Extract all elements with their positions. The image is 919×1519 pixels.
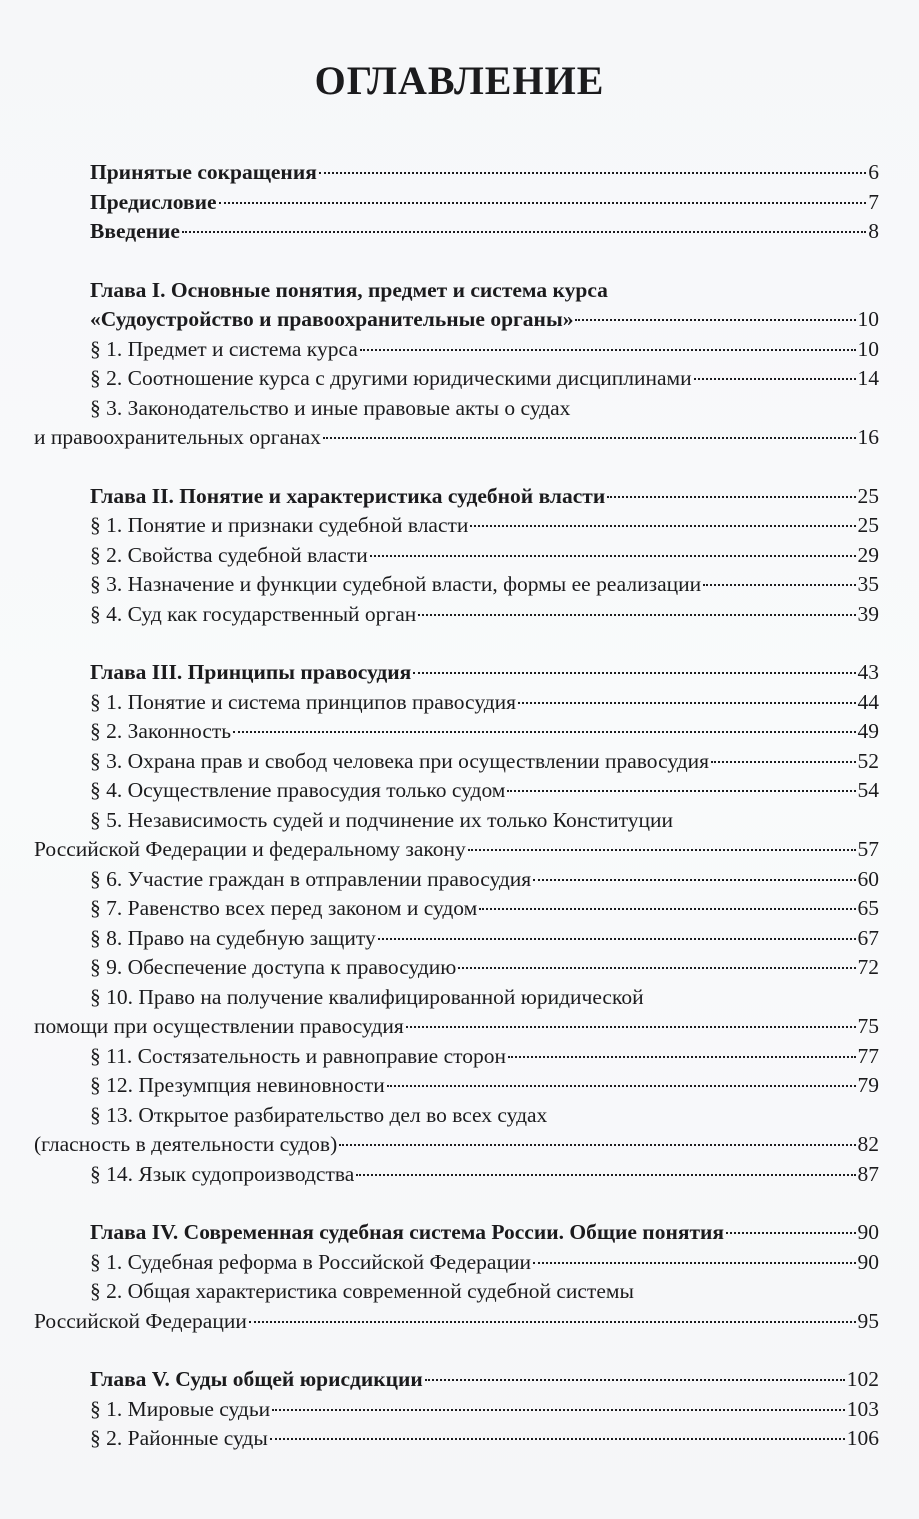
toc-entry-page: 25 bbox=[857, 483, 879, 508]
toc-section bbox=[34, 865, 879, 895]
toc-section bbox=[34, 423, 879, 453]
dot-leader bbox=[533, 1261, 856, 1264]
toc-entry-label: «Судоустройство и правоохранительные органы» bbox=[90, 307, 574, 331]
dot-leader bbox=[425, 1378, 845, 1381]
toc-section bbox=[34, 688, 879, 718]
page-title: ОГЛАВЛЕНИЕ bbox=[314, 58, 605, 103]
toc-section bbox=[34, 541, 879, 571]
toc-section bbox=[34, 1071, 879, 1101]
toc-section bbox=[34, 1012, 879, 1042]
toc-chapter-5 bbox=[34, 1365, 879, 1395]
dot-leader bbox=[319, 171, 866, 174]
dot-leader bbox=[418, 613, 855, 616]
toc-entry-page: 106 bbox=[846, 1426, 879, 1450]
toc-entry-page: 6 bbox=[868, 160, 879, 184]
dot-leader bbox=[711, 760, 855, 763]
toc-entry-page: 87 bbox=[857, 1161, 879, 1186]
toc-section bbox=[34, 335, 879, 365]
toc-entry-page: 49 bbox=[857, 719, 879, 743]
toc-entry-abbreviations bbox=[34, 158, 879, 188]
dot-leader bbox=[406, 1025, 856, 1028]
toc-entry-label: (гласность в деятельности судов) bbox=[34, 1132, 338, 1156]
toc-section-line1: § 10. Право на получение квалифицированной юридической bbox=[90, 984, 644, 1009]
toc-entry-page: 25 bbox=[857, 513, 879, 537]
toc-entry-label: Российской Федерации bbox=[34, 1308, 247, 1333]
toc-entry-label: § 3. Охрана прав и свобод человека при осуществлении правосудия bbox=[90, 748, 710, 773]
dot-leader bbox=[272, 1408, 845, 1411]
toc-entry-label: § 8. Право на судебную защиту bbox=[90, 925, 376, 950]
dot-leader bbox=[370, 554, 856, 557]
toc-entry-label: Глава IV. Современная судебная система России. Общие понятия bbox=[90, 1220, 725, 1244]
toc-entry-page: 77 bbox=[857, 1043, 879, 1068]
toc-section bbox=[34, 570, 879, 600]
toc-entry-page: 57 bbox=[857, 837, 879, 861]
toc-section bbox=[34, 364, 879, 394]
toc-entry-page: 90 bbox=[857, 1249, 879, 1274]
toc-entry-preface bbox=[34, 188, 879, 218]
toc-entry-label: § 6. Участие граждан в отправлении правосудия bbox=[90, 866, 532, 891]
toc-section bbox=[34, 924, 879, 954]
toc-entry-page: 35 bbox=[857, 572, 879, 596]
dot-leader bbox=[387, 1084, 856, 1087]
toc-entry-page: 75 bbox=[857, 1014, 879, 1038]
toc-entry-label: § 1. Судебная реформа в Российской Федерации bbox=[90, 1249, 531, 1274]
toc-entry-label: Российской Федерации и федеральному закону bbox=[34, 837, 466, 861]
toc-entry-label: § 1. Предмет и система курса bbox=[90, 336, 358, 361]
toc-entry-page: 95 bbox=[857, 1308, 879, 1333]
toc-entry-label: § 2. Свойства судебной власти bbox=[90, 542, 368, 567]
toc-section bbox=[34, 835, 879, 865]
toc-entry-page: 79 bbox=[857, 1073, 879, 1097]
dot-leader bbox=[356, 1173, 855, 1176]
toc-entry-label: Глава III. Принципы правосудия bbox=[90, 660, 412, 684]
toc-section bbox=[34, 1248, 879, 1278]
dot-leader bbox=[507, 789, 855, 792]
dot-leader bbox=[270, 1437, 845, 1440]
toc-section bbox=[34, 511, 879, 541]
toc-chapter-3 bbox=[34, 658, 879, 688]
toc-entry-page: 65 bbox=[857, 896, 879, 920]
toc-chapter-4 bbox=[34, 1218, 879, 1248]
toc-entry-page: 72 bbox=[857, 955, 879, 979]
toc-entry-page: 10 bbox=[857, 307, 879, 331]
toc-entry-label: § 2. Соотношение курса с другими юридическими дисциплинами bbox=[90, 366, 692, 390]
toc-entry-introduction bbox=[34, 217, 879, 247]
toc-entry-label: § 11. Состязательность и равноправие сторон bbox=[90, 1043, 506, 1068]
toc-entry-label: Глава V. Суды общей юрисдикции bbox=[90, 1367, 423, 1391]
dot-leader bbox=[233, 730, 855, 733]
toc-entry-label: помощи при осуществлении правосудия bbox=[34, 1014, 404, 1038]
toc-entry-label: § 4. Осуществление правосудия только судом bbox=[90, 778, 506, 802]
dot-leader bbox=[518, 701, 855, 704]
toc-section bbox=[34, 1307, 879, 1337]
dot-leader bbox=[607, 495, 855, 498]
toc-entry-label: § 2. Районные суды bbox=[90, 1426, 268, 1450]
dot-leader bbox=[323, 436, 856, 439]
dot-leader bbox=[694, 377, 856, 380]
toc-entry-label: § 1. Понятие и система принципов правосудия bbox=[90, 689, 517, 714]
toc-section bbox=[34, 1042, 879, 1072]
dot-leader bbox=[360, 348, 856, 351]
dot-leader bbox=[339, 1143, 855, 1146]
toc-entry-page: 14 bbox=[857, 366, 879, 390]
toc-section-line1: § 13. Открытое разбирательство дел во всех судах bbox=[90, 1102, 548, 1127]
toc-entry-page: 29 bbox=[857, 542, 879, 567]
dot-leader bbox=[182, 230, 866, 233]
dot-leader bbox=[508, 1055, 856, 1058]
toc-entry-label: § 4. Суд как государственный орган bbox=[90, 601, 417, 626]
dot-leader bbox=[378, 937, 856, 940]
toc-chapter-2 bbox=[34, 482, 879, 512]
dot-leader bbox=[726, 1231, 855, 1234]
toc-entry-label: § 7. Равенство всех перед законом и судом bbox=[90, 896, 478, 920]
toc-entry-page: 90 bbox=[857, 1220, 879, 1244]
toc-section bbox=[34, 1160, 879, 1190]
toc-entry-page: 52 bbox=[857, 748, 879, 773]
table-of-contents bbox=[34, 158, 879, 1454]
toc-section bbox=[34, 1395, 879, 1425]
dot-leader bbox=[575, 318, 855, 321]
toc-section bbox=[34, 1424, 879, 1454]
dot-leader bbox=[533, 878, 855, 881]
toc-section bbox=[34, 894, 879, 924]
toc-section bbox=[34, 600, 879, 630]
toc-section bbox=[34, 1130, 879, 1160]
toc-entry-label: § 1. Понятие и признаки судебной власти bbox=[90, 513, 469, 537]
toc-section-line1: § 2. Общая характеристика современной судебной системы bbox=[90, 1279, 634, 1303]
toc-entry-label: § 14. Язык судопроизводства bbox=[90, 1161, 355, 1186]
toc-entry-label: Принятые сокращения bbox=[90, 160, 317, 184]
toc-entry-label: § 12. Презумпция невиновности bbox=[90, 1073, 385, 1097]
dot-leader bbox=[219, 201, 867, 204]
dot-leader bbox=[468, 848, 856, 851]
toc-section bbox=[34, 776, 879, 806]
toc-entry-label: Предисловие bbox=[90, 189, 217, 214]
toc-entry-page: 102 bbox=[846, 1367, 879, 1391]
toc-entry-label: Глава II. Понятие и характеристика судебной власти bbox=[90, 483, 606, 508]
toc-entry-page: 82 bbox=[857, 1132, 879, 1156]
toc-entry-label: § 2. Законность bbox=[90, 719, 232, 743]
dot-leader bbox=[479, 907, 855, 910]
dot-leader bbox=[703, 583, 855, 586]
toc-entry-page: 7 bbox=[868, 189, 879, 214]
toc-section-line1: § 5. Независимость судей и подчинение их только Конституции bbox=[90, 807, 674, 832]
toc-entry-page: 103 bbox=[846, 1396, 879, 1421]
toc-entry-page: 39 bbox=[857, 601, 879, 626]
toc-section bbox=[34, 717, 879, 747]
dot-leader bbox=[249, 1320, 856, 1323]
toc-entry-label: § 1. Мировые судьи bbox=[90, 1396, 271, 1421]
toc-entry-page: 44 bbox=[857, 689, 879, 714]
toc-entry-label: § 3. Назначение и функции судебной власти, формы ее реализации bbox=[90, 572, 702, 596]
toc-chapter-1-line1: Глава I. Основные понятия, предмет и система курса bbox=[90, 277, 608, 302]
toc-entry-page: 8 bbox=[868, 219, 879, 243]
toc-chapter-1 bbox=[34, 305, 879, 335]
dot-leader bbox=[413, 671, 855, 674]
toc-entry-label: § 9. Обеспечение доступа к правосудию bbox=[90, 955, 457, 979]
toc-entry-page: 67 bbox=[857, 925, 879, 950]
dot-leader bbox=[470, 524, 855, 527]
toc-entry-label: Введение bbox=[90, 219, 180, 243]
toc-entry-page: 43 bbox=[857, 660, 879, 684]
toc-entry-label: и правоохранительных органах bbox=[34, 425, 321, 449]
dot-leader bbox=[458, 966, 855, 969]
toc-section bbox=[34, 953, 879, 983]
toc-entry-page: 54 bbox=[857, 778, 879, 802]
toc-entry-page: 10 bbox=[857, 336, 879, 361]
toc-entry-page: 16 bbox=[857, 425, 879, 449]
toc-entry-page: 60 bbox=[857, 866, 879, 891]
toc-section-line1: § 3. Законодательство и иные правовые акты о судах bbox=[90, 395, 571, 420]
toc-section bbox=[34, 747, 879, 777]
